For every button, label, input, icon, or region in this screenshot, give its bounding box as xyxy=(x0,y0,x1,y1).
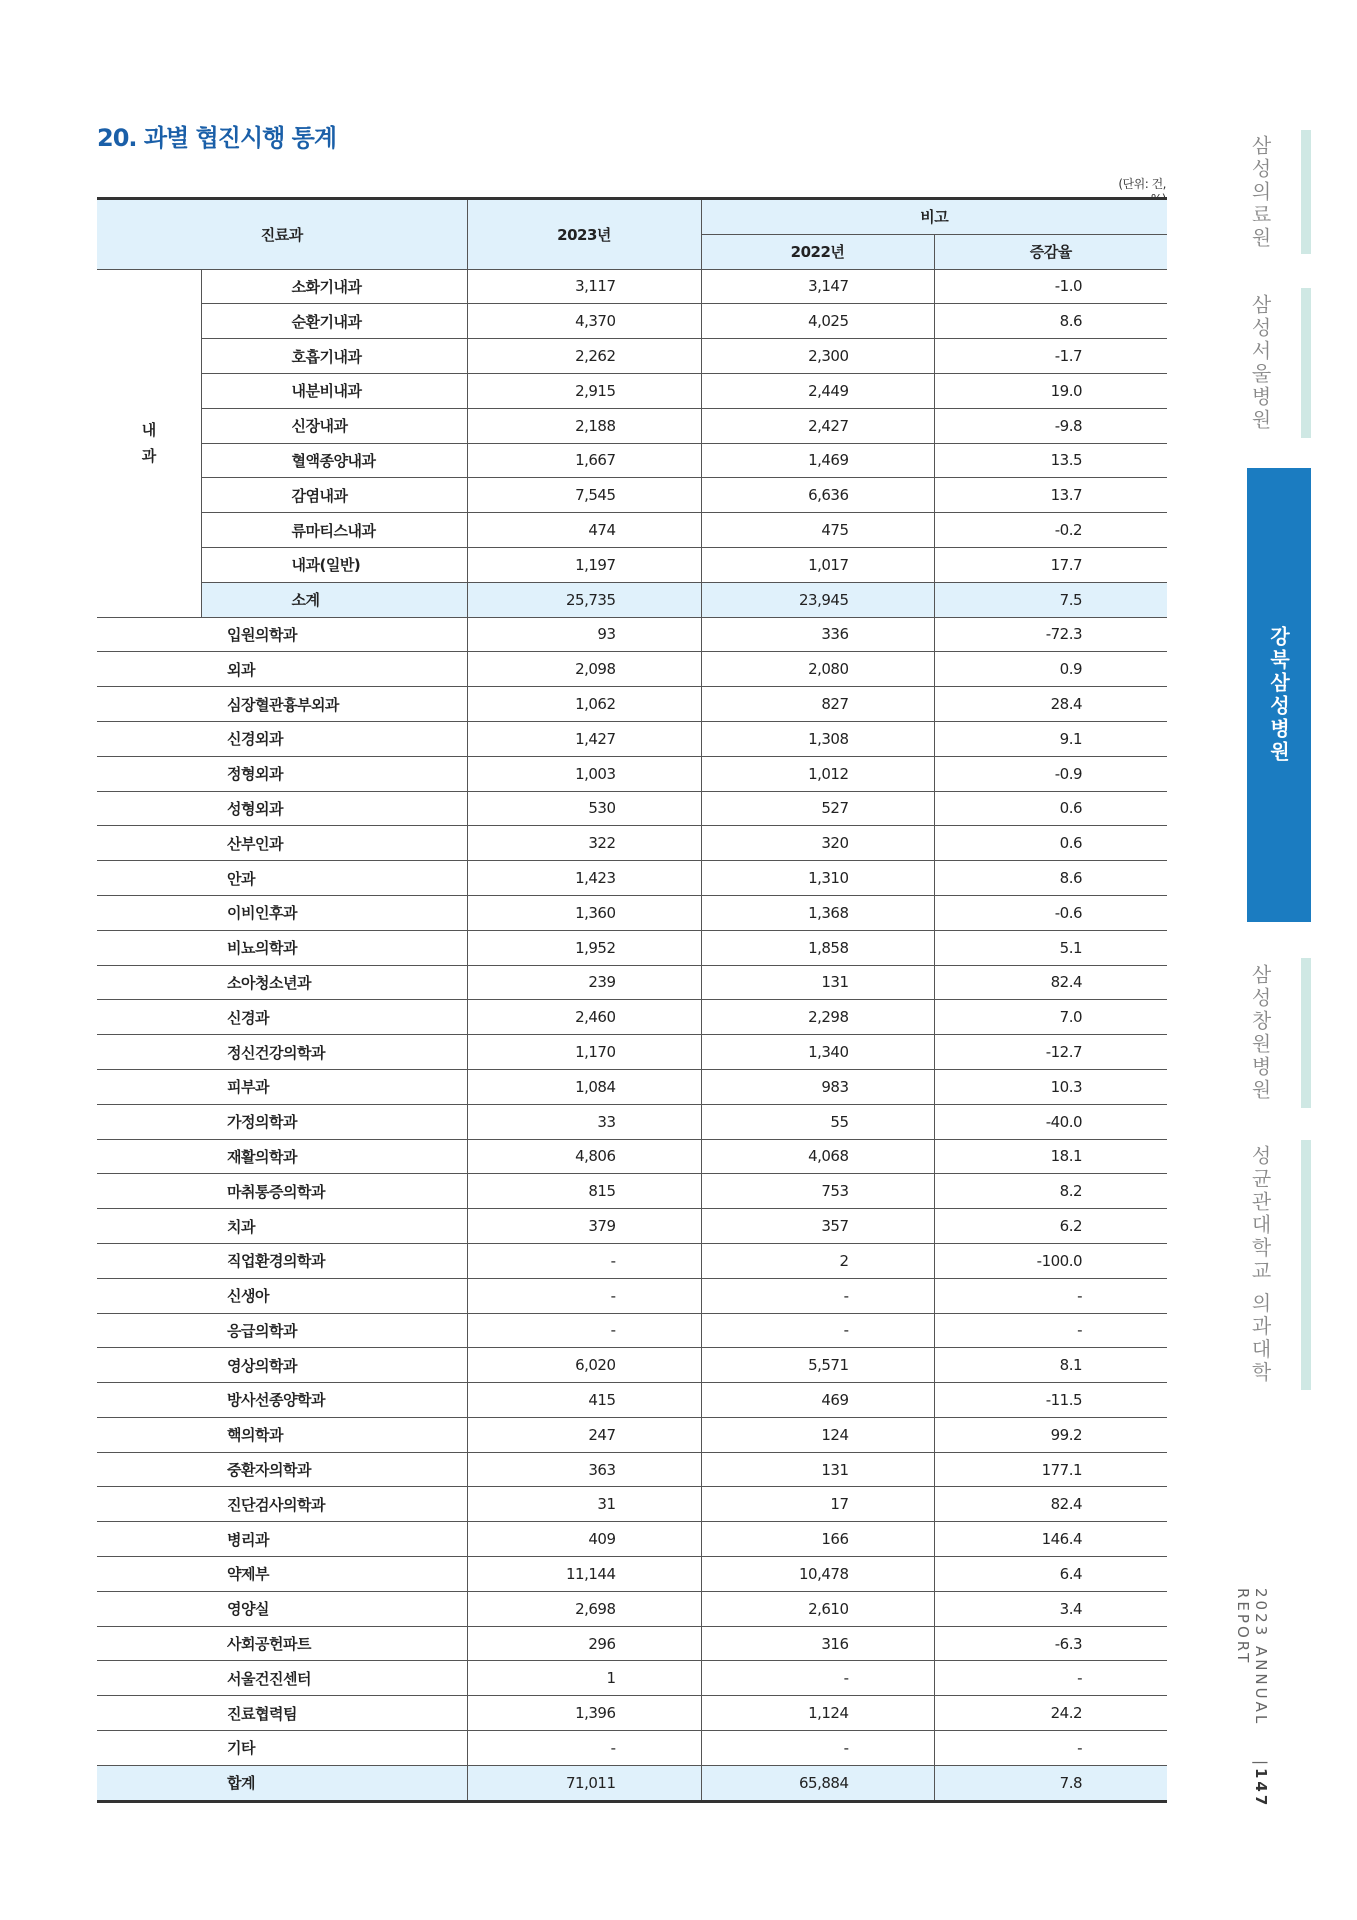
value-2023: 239 xyxy=(467,965,701,1000)
table-row xyxy=(97,721,1167,756)
table-row xyxy=(97,1000,1167,1035)
value-rate: 99.2 xyxy=(934,1417,1167,1452)
value-2023: 1,952 xyxy=(467,930,701,965)
side-tab[interactable]: 성균관대학교 의과대학 xyxy=(1248,1145,1272,1385)
value-2022: 2,298 xyxy=(701,1000,934,1035)
value-rate: -72.3 xyxy=(934,617,1167,652)
dept-name: 서울건진센터 xyxy=(97,1661,467,1696)
value-2022: 336 xyxy=(701,617,934,652)
side-tab-bar xyxy=(1301,130,1311,254)
table-row xyxy=(97,1696,1167,1731)
value-2023: 247 xyxy=(467,1417,701,1452)
table-row xyxy=(97,1452,1167,1487)
side-tab-bar xyxy=(1301,288,1311,438)
value-rate: 3.4 xyxy=(934,1591,1167,1626)
value-rate: 0.6 xyxy=(934,791,1167,826)
value-2022: 2,610 xyxy=(701,1591,934,1626)
value-2022: 469 xyxy=(701,1383,934,1418)
value-rate: 6.4 xyxy=(934,1557,1167,1592)
value-rate: -1.7 xyxy=(934,339,1167,374)
value-2022: 2,449 xyxy=(701,373,934,408)
dept-name: 약제부 xyxy=(97,1557,467,1592)
value-2023: 1,170 xyxy=(467,1035,701,1070)
value-2023: 2,262 xyxy=(467,339,701,374)
table-row xyxy=(97,1104,1167,1139)
footer-separator: | xyxy=(1252,1759,1270,1768)
table-row xyxy=(97,1313,1167,1348)
total-2023: 71,011 xyxy=(467,1765,701,1801)
value-rate: -11.5 xyxy=(934,1383,1167,1418)
value-2022: - xyxy=(701,1313,934,1348)
value-2023: 31 xyxy=(467,1487,701,1522)
value-2023: 2,460 xyxy=(467,1000,701,1035)
value-2022: 2,300 xyxy=(701,339,934,374)
value-rate: -0.9 xyxy=(934,756,1167,791)
dept-name: 병리과 xyxy=(97,1522,467,1557)
value-rate: 0.6 xyxy=(934,826,1167,861)
side-tab[interactable]: 삼성창원병원 xyxy=(1248,964,1272,1102)
value-rate: -0.2 xyxy=(934,513,1167,548)
value-2022: 4,068 xyxy=(701,1139,934,1174)
value-rate: -0.6 xyxy=(934,895,1167,930)
value-2023: 93 xyxy=(467,617,701,652)
value-rate: 17.7 xyxy=(934,547,1167,582)
value-2023: - xyxy=(467,1313,701,1348)
value-2023: - xyxy=(467,1278,701,1313)
dept-name: 산부인과 xyxy=(97,826,467,861)
value-2022: 6,636 xyxy=(701,478,934,513)
total-row xyxy=(97,1765,1167,1801)
dept-name: 신장내과 xyxy=(201,408,467,443)
dept-name: 재활의학과 xyxy=(97,1139,467,1174)
side-tab[interactable]: 삼성서울병원 xyxy=(1248,294,1272,432)
dept-name: 신경과 xyxy=(97,1000,467,1035)
total-2022: 65,884 xyxy=(701,1765,934,1801)
value-rate: -1.0 xyxy=(934,269,1167,304)
value-2023: 1,360 xyxy=(467,895,701,930)
group-label-internal: 내 과 xyxy=(97,269,201,617)
value-2022: 357 xyxy=(701,1209,934,1244)
dept-name: 중환자의학과 xyxy=(97,1452,467,1487)
value-rate: -9.8 xyxy=(934,408,1167,443)
value-2023: 1,003 xyxy=(467,756,701,791)
side-tab-bar xyxy=(1301,1140,1311,1390)
value-2022: 124 xyxy=(701,1417,934,1452)
table-row xyxy=(97,687,1167,722)
report-footer xyxy=(1234,1588,1270,1808)
table-row xyxy=(97,617,1167,652)
dept-name: 내과(일반) xyxy=(201,547,467,582)
dept-name: 신경외과 xyxy=(97,721,467,756)
table-body xyxy=(97,269,1167,1801)
table-row xyxy=(97,547,1167,582)
table-row xyxy=(97,443,1167,478)
value-2023: 1,396 xyxy=(467,1696,701,1731)
value-2023: 1,197 xyxy=(467,547,701,582)
header-compare: 비고 xyxy=(701,199,1167,235)
value-2023: 1 xyxy=(467,1661,701,1696)
value-2023: 415 xyxy=(467,1383,701,1418)
dept-name: 마취통증의학과 xyxy=(97,1174,467,1209)
side-tab-active[interactable] xyxy=(1247,468,1311,922)
dept-name: 응급의학과 xyxy=(97,1313,467,1348)
value-rate: 28.4 xyxy=(934,687,1167,722)
value-2022: - xyxy=(701,1731,934,1766)
value-2023: 4,370 xyxy=(467,304,701,339)
dept-name: 방사선종양학과 xyxy=(97,1383,467,1418)
value-rate: - xyxy=(934,1731,1167,1766)
value-2023: 296 xyxy=(467,1626,701,1661)
value-2022: 1,310 xyxy=(701,861,934,896)
value-rate: 82.4 xyxy=(934,1487,1167,1522)
value-2023: 2,098 xyxy=(467,652,701,687)
table-row xyxy=(97,1209,1167,1244)
table-row xyxy=(97,1522,1167,1557)
subtotal-rate: 7.5 xyxy=(934,582,1167,617)
header-rate: 증감율 xyxy=(934,234,1167,269)
dept-name: 소화기내과 xyxy=(201,269,467,304)
value-2023: 363 xyxy=(467,1452,701,1487)
value-2023: 815 xyxy=(467,1174,701,1209)
value-rate: 82.4 xyxy=(934,965,1167,1000)
value-2023: 1,427 xyxy=(467,721,701,756)
value-2022: 4,025 xyxy=(701,304,934,339)
dept-name: 내분비내과 xyxy=(201,373,467,408)
dept-name: 영양실 xyxy=(97,1591,467,1626)
dept-name: 이비인후과 xyxy=(97,895,467,930)
table-row xyxy=(97,861,1167,896)
value-2023: - xyxy=(467,1243,701,1278)
value-2023: 4,806 xyxy=(467,1139,701,1174)
value-2022: 17 xyxy=(701,1487,934,1522)
value-2022: 753 xyxy=(701,1174,934,1209)
table-row xyxy=(97,1069,1167,1104)
value-2023: 2,915 xyxy=(467,373,701,408)
table-row xyxy=(97,1348,1167,1383)
value-2023: 530 xyxy=(467,791,701,826)
dept-name: 가정의학과 xyxy=(97,1104,467,1139)
dept-name: 직업환경의학과 xyxy=(97,1243,467,1278)
table-row xyxy=(97,1661,1167,1696)
value-2022: 131 xyxy=(701,965,934,1000)
table-row xyxy=(97,339,1167,374)
value-rate: 7.0 xyxy=(934,1000,1167,1035)
table-row xyxy=(97,1243,1167,1278)
table-row xyxy=(97,304,1167,339)
value-rate: 13.5 xyxy=(934,443,1167,478)
value-rate: 8.1 xyxy=(934,1348,1167,1383)
value-2023: 6,020 xyxy=(467,1348,701,1383)
page-number: 147 xyxy=(1252,1767,1270,1808)
value-2022: 3,147 xyxy=(701,269,934,304)
table-row xyxy=(97,1417,1167,1452)
value-2022: 2 xyxy=(701,1243,934,1278)
dept-name: 순환기내과 xyxy=(201,304,467,339)
table-row xyxy=(97,791,1167,826)
value-rate: 8.2 xyxy=(934,1174,1167,1209)
value-rate: -6.3 xyxy=(934,1626,1167,1661)
dept-name: 류마티스내과 xyxy=(201,513,467,548)
value-rate: - xyxy=(934,1278,1167,1313)
table-row xyxy=(97,1278,1167,1313)
side-tab-label: 강북삼성병원 xyxy=(1266,626,1291,764)
dept-name: 혈액종양내과 xyxy=(201,443,467,478)
table-row xyxy=(97,513,1167,548)
table-row xyxy=(97,373,1167,408)
report-label: 2023 ANNUAL REPORT xyxy=(1234,1588,1270,1727)
value-rate: -12.7 xyxy=(934,1035,1167,1070)
table-row xyxy=(97,756,1167,791)
value-2022: 1,308 xyxy=(701,721,934,756)
value-rate: 8.6 xyxy=(934,861,1167,896)
value-2023: 33 xyxy=(467,1104,701,1139)
dept-name: 호흡기내과 xyxy=(201,339,467,374)
value-2022: 55 xyxy=(701,1104,934,1139)
value-2023: 1,667 xyxy=(467,443,701,478)
table-row xyxy=(97,1557,1167,1592)
dept-name: 피부과 xyxy=(97,1069,467,1104)
value-rate: - xyxy=(934,1313,1167,1348)
value-2022: 316 xyxy=(701,1626,934,1661)
value-2022: 1,124 xyxy=(701,1696,934,1731)
value-2022: 131 xyxy=(701,1452,934,1487)
header-2023: 2023년 xyxy=(467,199,701,270)
value-2022: 1,340 xyxy=(701,1035,934,1070)
value-2022: 1,012 xyxy=(701,756,934,791)
header-2022: 2022년 xyxy=(701,234,934,269)
value-rate: 6.2 xyxy=(934,1209,1167,1244)
value-2023: 409 xyxy=(467,1522,701,1557)
dept-name: 진단검사의학과 xyxy=(97,1487,467,1522)
value-rate: -40.0 xyxy=(934,1104,1167,1139)
stats-table xyxy=(97,197,1167,1803)
subtotal-label: 소계 xyxy=(201,582,467,617)
dept-name: 정형외과 xyxy=(97,756,467,791)
value-rate: -100.0 xyxy=(934,1243,1167,1278)
page-title: 20. 과별 협진시행 통계 xyxy=(97,124,337,152)
dept-name: 치과 xyxy=(97,1209,467,1244)
table-row xyxy=(97,1139,1167,1174)
value-rate: 0.9 xyxy=(934,652,1167,687)
value-2022: 983 xyxy=(701,1069,934,1104)
value-2023: 379 xyxy=(467,1209,701,1244)
dept-name: 정신건강의학과 xyxy=(97,1035,467,1070)
table-row xyxy=(97,895,1167,930)
table-row xyxy=(97,652,1167,687)
table-row xyxy=(97,1626,1167,1661)
value-2022: 5,571 xyxy=(701,1348,934,1383)
side-tab[interactable]: 삼성의료원 xyxy=(1248,134,1272,250)
table-row xyxy=(97,826,1167,861)
value-2022: 1,858 xyxy=(701,930,934,965)
value-rate: 19.0 xyxy=(934,373,1167,408)
value-2023: 474 xyxy=(467,513,701,548)
value-2023: 2,188 xyxy=(467,408,701,443)
value-2022: 2,080 xyxy=(701,652,934,687)
value-rate: 9.1 xyxy=(934,721,1167,756)
value-2023: 1,084 xyxy=(467,1069,701,1104)
value-2022: 827 xyxy=(701,687,934,722)
value-2022: 10,478 xyxy=(701,1557,934,1592)
value-2022: 1,368 xyxy=(701,895,934,930)
dept-name: 핵의학과 xyxy=(97,1417,467,1452)
dept-name: 성형외과 xyxy=(97,791,467,826)
table-row xyxy=(97,1383,1167,1418)
subtotal-2023: 25,735 xyxy=(467,582,701,617)
header-dept: 진료과 xyxy=(97,199,467,270)
value-rate: 5.1 xyxy=(934,930,1167,965)
table-row xyxy=(97,478,1167,513)
total-rate: 7.8 xyxy=(934,1765,1167,1801)
value-2023: 2,698 xyxy=(467,1591,701,1626)
value-2022: 1,469 xyxy=(701,443,934,478)
dept-name: 심장혈관흉부외과 xyxy=(97,687,467,722)
table-row xyxy=(97,1487,1167,1522)
value-2023: 11,144 xyxy=(467,1557,701,1592)
table-row xyxy=(97,269,1167,304)
value-2022: 2,427 xyxy=(701,408,934,443)
table-row xyxy=(97,1174,1167,1209)
subtotal-row xyxy=(97,582,1167,617)
value-rate: 146.4 xyxy=(934,1522,1167,1557)
dept-name: 진료협력팀 xyxy=(97,1696,467,1731)
table-row xyxy=(97,930,1167,965)
value-2022: 320 xyxy=(701,826,934,861)
dept-name: 영상의학과 xyxy=(97,1348,467,1383)
dept-name: 소아청소년과 xyxy=(97,965,467,1000)
value-rate: 13.7 xyxy=(934,478,1167,513)
value-2023: 7,545 xyxy=(467,478,701,513)
value-2022: 475 xyxy=(701,513,934,548)
table-row xyxy=(97,408,1167,443)
value-rate: 177.1 xyxy=(934,1452,1167,1487)
dept-name: 감염내과 xyxy=(201,478,467,513)
table-row xyxy=(97,1731,1167,1766)
dept-name: 외과 xyxy=(97,652,467,687)
value-rate: 8.6 xyxy=(934,304,1167,339)
value-2022: - xyxy=(701,1661,934,1696)
dept-name: 입원의학과 xyxy=(97,617,467,652)
table-row xyxy=(97,1591,1167,1626)
value-rate: 18.1 xyxy=(934,1139,1167,1174)
dept-name: 사회공헌파트 xyxy=(97,1626,467,1661)
value-2022: - xyxy=(701,1278,934,1313)
value-2023: 1,423 xyxy=(467,861,701,896)
table-row xyxy=(97,965,1167,1000)
side-tab-bar xyxy=(1301,958,1311,1108)
dept-name: 신생아 xyxy=(97,1278,467,1313)
value-2022: 1,017 xyxy=(701,547,934,582)
value-rate: 10.3 xyxy=(934,1069,1167,1104)
value-rate: - xyxy=(934,1661,1167,1696)
dept-name: 안과 xyxy=(97,861,467,896)
value-2023: 322 xyxy=(467,826,701,861)
unit-note: (단위: 건, xyxy=(1118,177,1166,191)
dept-name: 기타 xyxy=(97,1731,467,1766)
value-2023: 3,117 xyxy=(467,269,701,304)
subtotal-2022: 23,945 xyxy=(701,582,934,617)
value-2022: 166 xyxy=(701,1522,934,1557)
value-2022: 527 xyxy=(701,791,934,826)
value-2023: 1,062 xyxy=(467,687,701,722)
value-2023: - xyxy=(467,1731,701,1766)
table-row xyxy=(97,1035,1167,1070)
value-rate: 24.2 xyxy=(934,1696,1167,1731)
total-label: 합계 xyxy=(97,1765,467,1801)
dept-name: 비뇨의학과 xyxy=(97,930,467,965)
